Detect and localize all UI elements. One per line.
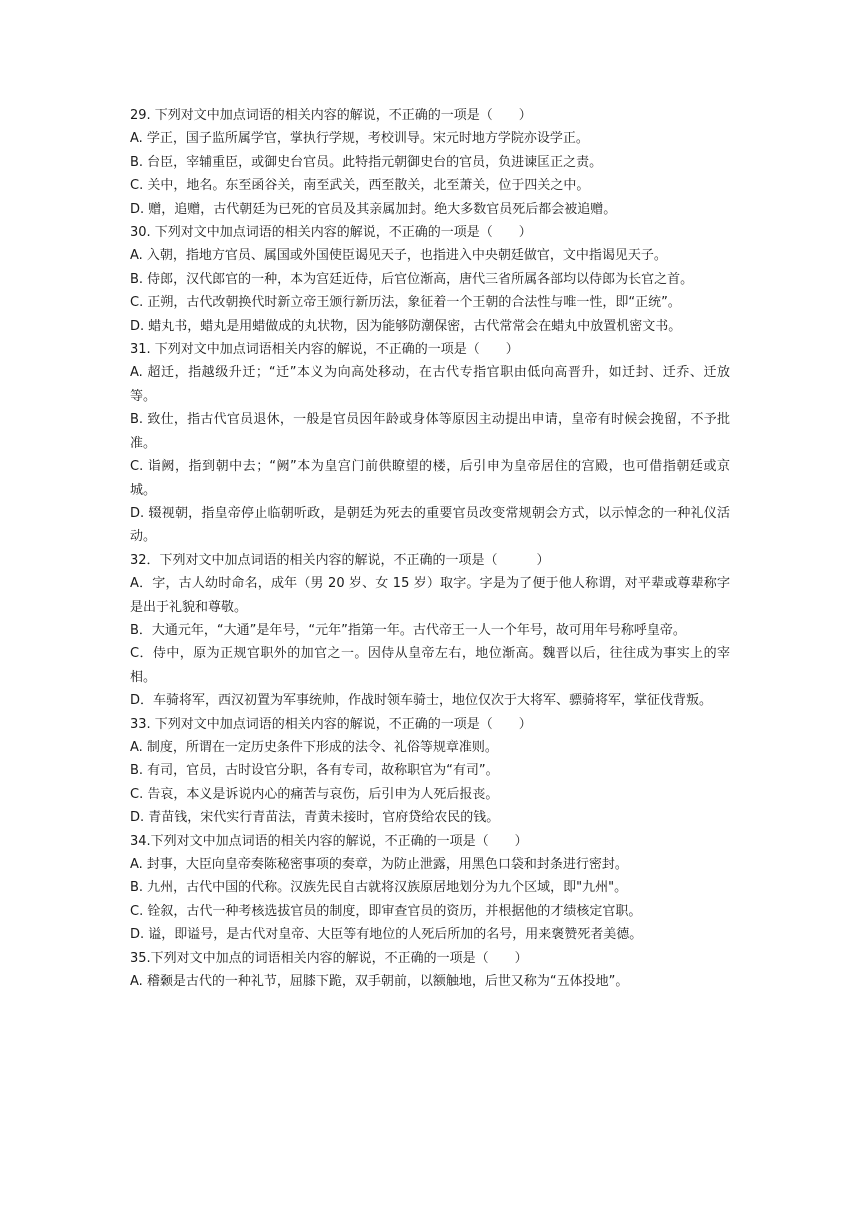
question-35 — [130, 947, 730, 994]
question-stem: 32．下列对文中加点词语的相关内容的解说，不正确的一项是（ ） — [130, 552, 550, 568]
option-a: A. 学正，国子监所属学官，掌执行学规，考校训导。宋元时地方学院亦设学正。 — [130, 131, 589, 147]
option-b: B. 台臣，宰辅重臣，或御史台官员。此特指元朝御史台的官员，负进谏匡正之责。 — [130, 154, 603, 170]
option-a: A. 封事，大臣向皇帝奏陈秘密事项的奏章，为防止泄露，用黑色口袋和封条进行密封。 — [130, 857, 628, 872]
document-page — [130, 104, 730, 993]
option-b: B. 有司，官员，古时设官分职，各有专司，故称职官为“有司”。 — [130, 763, 499, 779]
option-c: C. 告哀，本义是诉说内心的痛苦与哀伤，后引申为人死后报丧。 — [130, 786, 499, 802]
option-c: C. 诣阙，指到朝中去；“阙”本为皇宫门前供瞭望的楼，后引申为皇帝居住的宫殿，也可借指朝廷或京城。 — [130, 459, 730, 498]
question-32 — [130, 549, 730, 713]
question-stem: 31. 下列对文中加点词语相关内容的解说，不正确的一项是（ ） — [130, 342, 519, 358]
option-a: A. 稽颡是古代的一种礼节，屈膝下跪，双手朝前，以额触地，后世又称为“五体投地”。 — [130, 974, 629, 990]
option-d: D. 辍视朝，指皇帝停止临朝听政，是朝廷为死去的重要官员改变常规朝会方式，以示悼念的一种礼仪活动。 — [130, 505, 730, 545]
option-d: D. 谥，即谥号，是古代对皇帝、大臣等有地位的人死后所加的名号，用来褒赞死者美德。 — [130, 927, 643, 943]
question-stem: 29. 下列对文中加点词语的相关内容的解说，不正确的一项是（ ） — [130, 108, 532, 123]
question-30 — [130, 221, 730, 338]
option-a: A. 制度，所谓在一定历史条件下形成的法令、礼俗等规章准则。 — [130, 739, 498, 755]
option-c: C. 铨叙，古代一种考核选拔官员的制度，即审查官员的资历，并根据他的才绩核定官职。 — [130, 903, 642, 919]
option-c: C．侍中，原为正规官职外的加官之一。因侍从皇帝左右，地位渐高。魏晋以后，往往成为事实上的宰相。 — [130, 646, 730, 685]
option-a: A．字，古人幼时命名，成年（男 20 岁、女 15 岁）取字。字是为了便于他人称谓，对平辈或尊辈称字是出于礼貌和尊敬。 — [130, 576, 730, 615]
option-d: D. 蜡丸书，蜡丸是用蜡做成的丸状物，因为能够防潮保密，古代常常会在蜡丸中放置机密文书。 — [130, 318, 682, 334]
option-b: B．大通元年，“大通”是年号，“元年”指第一年。古代帝王一人一个年号，故可用年号称呼皇帝。 — [130, 622, 686, 638]
question-34 — [130, 830, 730, 947]
question-stem: 30. 下列对文中加点词语的相关内容的解说，不正确的一项是（ ） — [130, 225, 532, 241]
question-31 — [130, 338, 730, 549]
option-c: C. 关中，地名。东至函谷关，南至武关，西至散关，北至萧关，位于四关之中。 — [130, 178, 590, 194]
option-a: A. 超迁，指越级升迁；“迁”本义为向高处移动，在古代专指官职由低向高晋升，如迁封、迁乔、迁放等。 — [130, 365, 730, 404]
option-d: D. 青苗钱，宋代实行青苗法，青黄未接时，官府贷给农民的钱。 — [130, 810, 500, 826]
question-33 — [130, 713, 730, 830]
question-29 — [130, 104, 730, 221]
option-d: D．车骑将军，西汉初置为军事统帅，作战时领车骑士，地位仅次于大将军、骠骑将军，掌征伐背叛。 — [130, 693, 713, 709]
option-b: B. 侍郎，汉代郎官的一种，本为宫廷近侍，后官位渐高，唐代三省所属各部均以侍郎为长官之首。 — [130, 271, 694, 287]
option-d: D. 赠，追赠，古代朝廷为已死的官员及其亲属加封。绝大多数官员死后都会被追赠。 — [130, 201, 617, 217]
option-c: C. 正朔，古代改朝换代时新立帝王颁行新历法，象征着一个王朝的合法性与唯一性，即“正统”。 — [130, 295, 681, 311]
question-stem: 35.下列对文中加点的词语相关内容的解说，不正确的一项是（ ） — [130, 950, 528, 966]
question-stem: 34.下列对文中加点词语的相关内容的解说，不正确的一项是（ ） — [130, 833, 528, 849]
option-a: A. 入朝，指地方官员、属国或外国使臣谒见天子，也指进入中央朝廷做官，文中指谒见天子。 — [130, 248, 667, 264]
option-b: B. 九州，古代中国的代称。汉族先民自古就将汉族原居地划分为九个区域，即"九州"。 — [130, 880, 628, 896]
question-stem: 33. 下列对文中加点词语的相关内容的解说，不正确的一项是（ ） — [130, 716, 532, 732]
option-b: B. 致仕，指古代官员退休，一般是官员因年龄或身体等原因主动提出申请，皇帝有时候会挽留，不予批准。 — [130, 412, 730, 451]
